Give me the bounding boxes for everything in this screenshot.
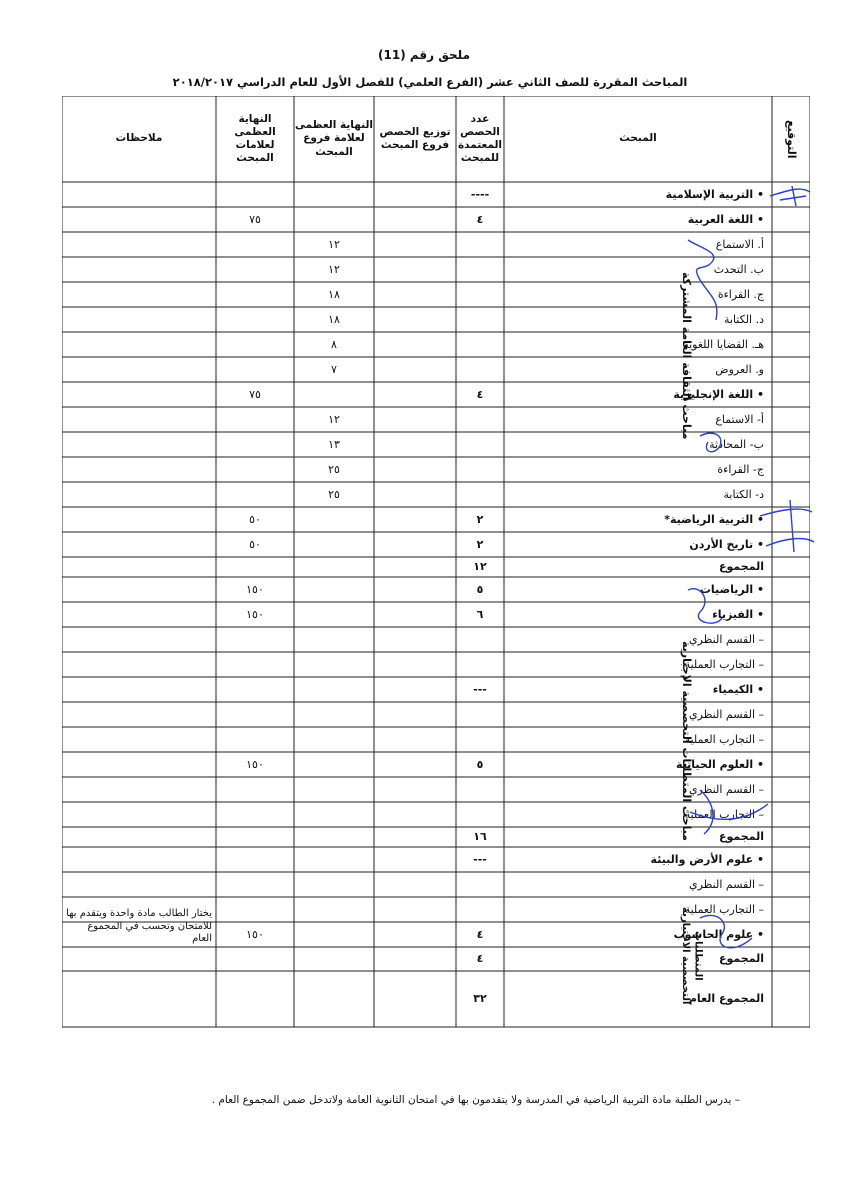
branch-max-cell [294,727,374,752]
periods-cell: ٤ [476,927,484,941]
periods-cell [456,282,504,307]
subject-cell: – القسم النظري [688,632,764,646]
subject-max-cell [216,557,294,577]
branch-max-cell: ١٢ [328,237,340,251]
subject-max-cell [216,457,294,482]
branch-max-cell [294,532,374,557]
subject-max-cell [216,652,294,677]
annex-title: ملحق رقم (11) [378,48,470,62]
document-subtitle: المباحث المقررة للصف الثاني عشر (الفرع العلمي) للفصل الأول للعام الدراسي ٢٠١٨/٢٠١٧ [172,75,688,89]
subject-cell: • الرياضيات [699,582,764,596]
branch-max-cell: ١٨ [328,312,340,326]
group-label-elective: المتطلبات التخصصية الاختيارية [680,907,704,1005]
subject-max-cell [216,872,294,897]
subject-cell: • علوم الأرض والبيئة [650,852,764,866]
subject-cell: – التجارب العملية [684,807,764,821]
periods-cell [456,407,504,432]
branch-max-cell [294,627,374,652]
subject-cell: • الكيمياء [712,682,764,696]
branch-max-cell [294,777,374,802]
branch-max-cell [294,702,374,727]
subject-max-cell [216,482,294,507]
periods-cell: ٤ [476,387,484,401]
subject-cell: – القسم النظري [688,707,764,721]
periods-cell [456,232,504,257]
subject-max-cell [216,677,294,702]
header-subject: المبحث [619,132,657,145]
footnote: – يدرس الطلبة مادة التربية الرياضية في المدرسة ولا يتقدمون بها في امتحان الثانوية العامة ولاتدخل ضمن المجموع العام . [211,1094,740,1106]
subject-max-cell: ٥٠ [249,537,261,551]
periods-cell [456,652,504,677]
periods-cell: ٦ [476,607,484,621]
subject-cell: – التجارب العملية [684,732,764,746]
subject-cell: المجموع [719,952,764,966]
subject-max-cell [216,232,294,257]
periods-cell [456,872,504,897]
header-max-subject: النهاية العظمى لعلامات المبحث [234,112,276,165]
periods-cell [456,257,504,282]
subject-cell: د. الكتابة [723,312,764,326]
subject-cell: • علوم الحاسوب [673,927,764,941]
subject-cell: – القسم النظري [688,782,764,796]
periods-cell: ١٦ [473,830,487,844]
branch-max-cell [294,207,374,232]
branch-max-cell [294,827,374,847]
branch-max-cell [294,897,374,922]
subject-max-cell [216,702,294,727]
subject-cell: أ- الاستماع [715,412,764,426]
subject-cell: ب- المحادثة [709,437,764,451]
branch-max-cell [294,602,374,627]
subject-max-cell [216,897,294,922]
branch-max-cell [294,652,374,677]
elective-note: يختار الطالب مادة واحدة ويتقدم بها للامتحان وتحسب في المجموع العام [66,908,212,944]
periods-cell [456,777,504,802]
branch-max-cell [294,922,374,947]
subject-max-cell [216,332,294,357]
header-max-branch: النهاية العظمى لعلامة فروع المبحث [294,119,374,158]
subject-cell: • اللغة الإنجليزية [673,387,764,401]
branch-max-cell [294,872,374,897]
subject-max-cell: ١٥٠ [246,757,264,771]
periods-cell: ١٢ [473,560,487,574]
subject-max-cell [216,432,294,457]
periods-cell [456,457,504,482]
branch-max-cell [294,752,374,777]
periods-cell: ٤ [476,952,484,966]
branch-max-cell: ١٢ [328,262,340,276]
subject-max-cell [216,827,294,847]
subject-cell: و. العروض [715,362,764,376]
subject-max-cell: ٧٥ [249,212,261,226]
subject-cell: • اللغة العربية [687,212,764,226]
subject-max-cell [216,627,294,652]
subject-max-cell: ١٥٠ [246,582,264,596]
periods-cell: --- [473,682,487,696]
branch-max-cell: ٢٥ [328,487,340,501]
subject-max-cell [216,357,294,382]
branch-max-cell [294,847,374,872]
subject-max-cell [216,847,294,872]
group-label-specialized: مباحث المتطلبات التخصصية الإجبارية [679,641,693,841]
periods-cell [456,332,504,357]
subject-cell: • التربية الرياضية* [664,512,764,526]
periods-cell [456,482,504,507]
subject-max-cell [216,727,294,752]
branch-max-cell [294,577,374,602]
periods-cell: ٤ [476,212,484,226]
header-signature: التوقيع [784,119,798,159]
periods-cell [456,897,504,922]
subject-max-cell [216,947,294,971]
subject-cell: – التجارب العملية [684,902,764,916]
periods-cell [456,702,504,727]
branch-max-cell [294,557,374,577]
periods-cell: ٢ [476,537,484,551]
header-distribution: توزيع الحصص فروع المبحث [379,125,451,151]
subject-cell: – التجارب العملية [684,657,764,671]
branch-max-cell [294,182,374,207]
group-label-general: مباحث الثقافة العامة المشتركة [679,272,693,440]
branch-max-cell [294,677,374,702]
subject-max-cell [216,777,294,802]
subject-cell: • التربية الإسلامية [665,187,764,201]
subject-max-cell [216,307,294,332]
subject-cell: أ. الاستماع [715,237,764,251]
subject-cell: ج. القراءة [717,287,764,301]
subject-cell: • تاريخ الأردن [689,537,764,551]
subject-max-cell [216,971,294,1027]
subject-max-cell [216,282,294,307]
header-periods: عدد الحصص المعتمدة للمبحث [457,112,503,165]
subject-cell: – القسم النظري [688,877,764,891]
branch-max-cell: ١٣ [328,437,340,451]
subject-cell: هـ. القضايا اللغوية [683,337,764,351]
periods-cell [456,357,504,382]
periods-cell: ٢ [476,512,484,526]
periods-cell [456,307,504,332]
subjects-table [62,96,810,1086]
subject-cell: ج- القراءة [717,462,764,476]
subject-max-cell: ٧٥ [249,387,261,401]
branch-max-cell: ١٢ [328,412,340,426]
branch-max-cell [294,802,374,827]
subject-cell: ب. التحدث [713,262,764,276]
header-notes: ملاحظات [115,132,163,145]
branch-max-cell: ٨ [331,337,337,351]
periods-cell: ٥ [476,757,484,771]
subject-max-cell: ٥٠ [249,512,261,526]
periods-cell: ---- [470,187,490,201]
subject-cell: • الفيزياء [712,607,764,621]
periods-cell [456,802,504,827]
subject-max-cell: ١٥٠ [246,927,264,941]
branch-max-cell [294,382,374,407]
branch-max-cell: ٢٥ [328,462,340,476]
subject-cell: المجموع [719,830,764,844]
periods-cell: ٥ [476,582,484,596]
periods-cell [456,727,504,752]
branch-max-cell: ١٨ [328,287,340,301]
branch-max-cell [294,947,374,971]
subject-cell: المجموع العام [688,992,764,1006]
branch-max-cell [294,971,374,1027]
subject-max-cell [216,802,294,827]
periods-cell [456,432,504,457]
branch-max-cell: ٧ [331,362,337,376]
periods-cell: --- [473,852,487,866]
branch-max-cell [294,507,374,532]
periods-cell [456,627,504,652]
subject-cell: • العلوم الحياتية [676,757,764,771]
subject-max-cell [216,182,294,207]
subject-cell: د- الكتابة [723,487,764,501]
subject-max-cell [216,257,294,282]
subject-max-cell [216,407,294,432]
subject-max-cell: ١٥٠ [246,607,264,621]
periods-cell: ٣٢ [473,992,487,1006]
subject-cell: المجموع [719,560,764,574]
